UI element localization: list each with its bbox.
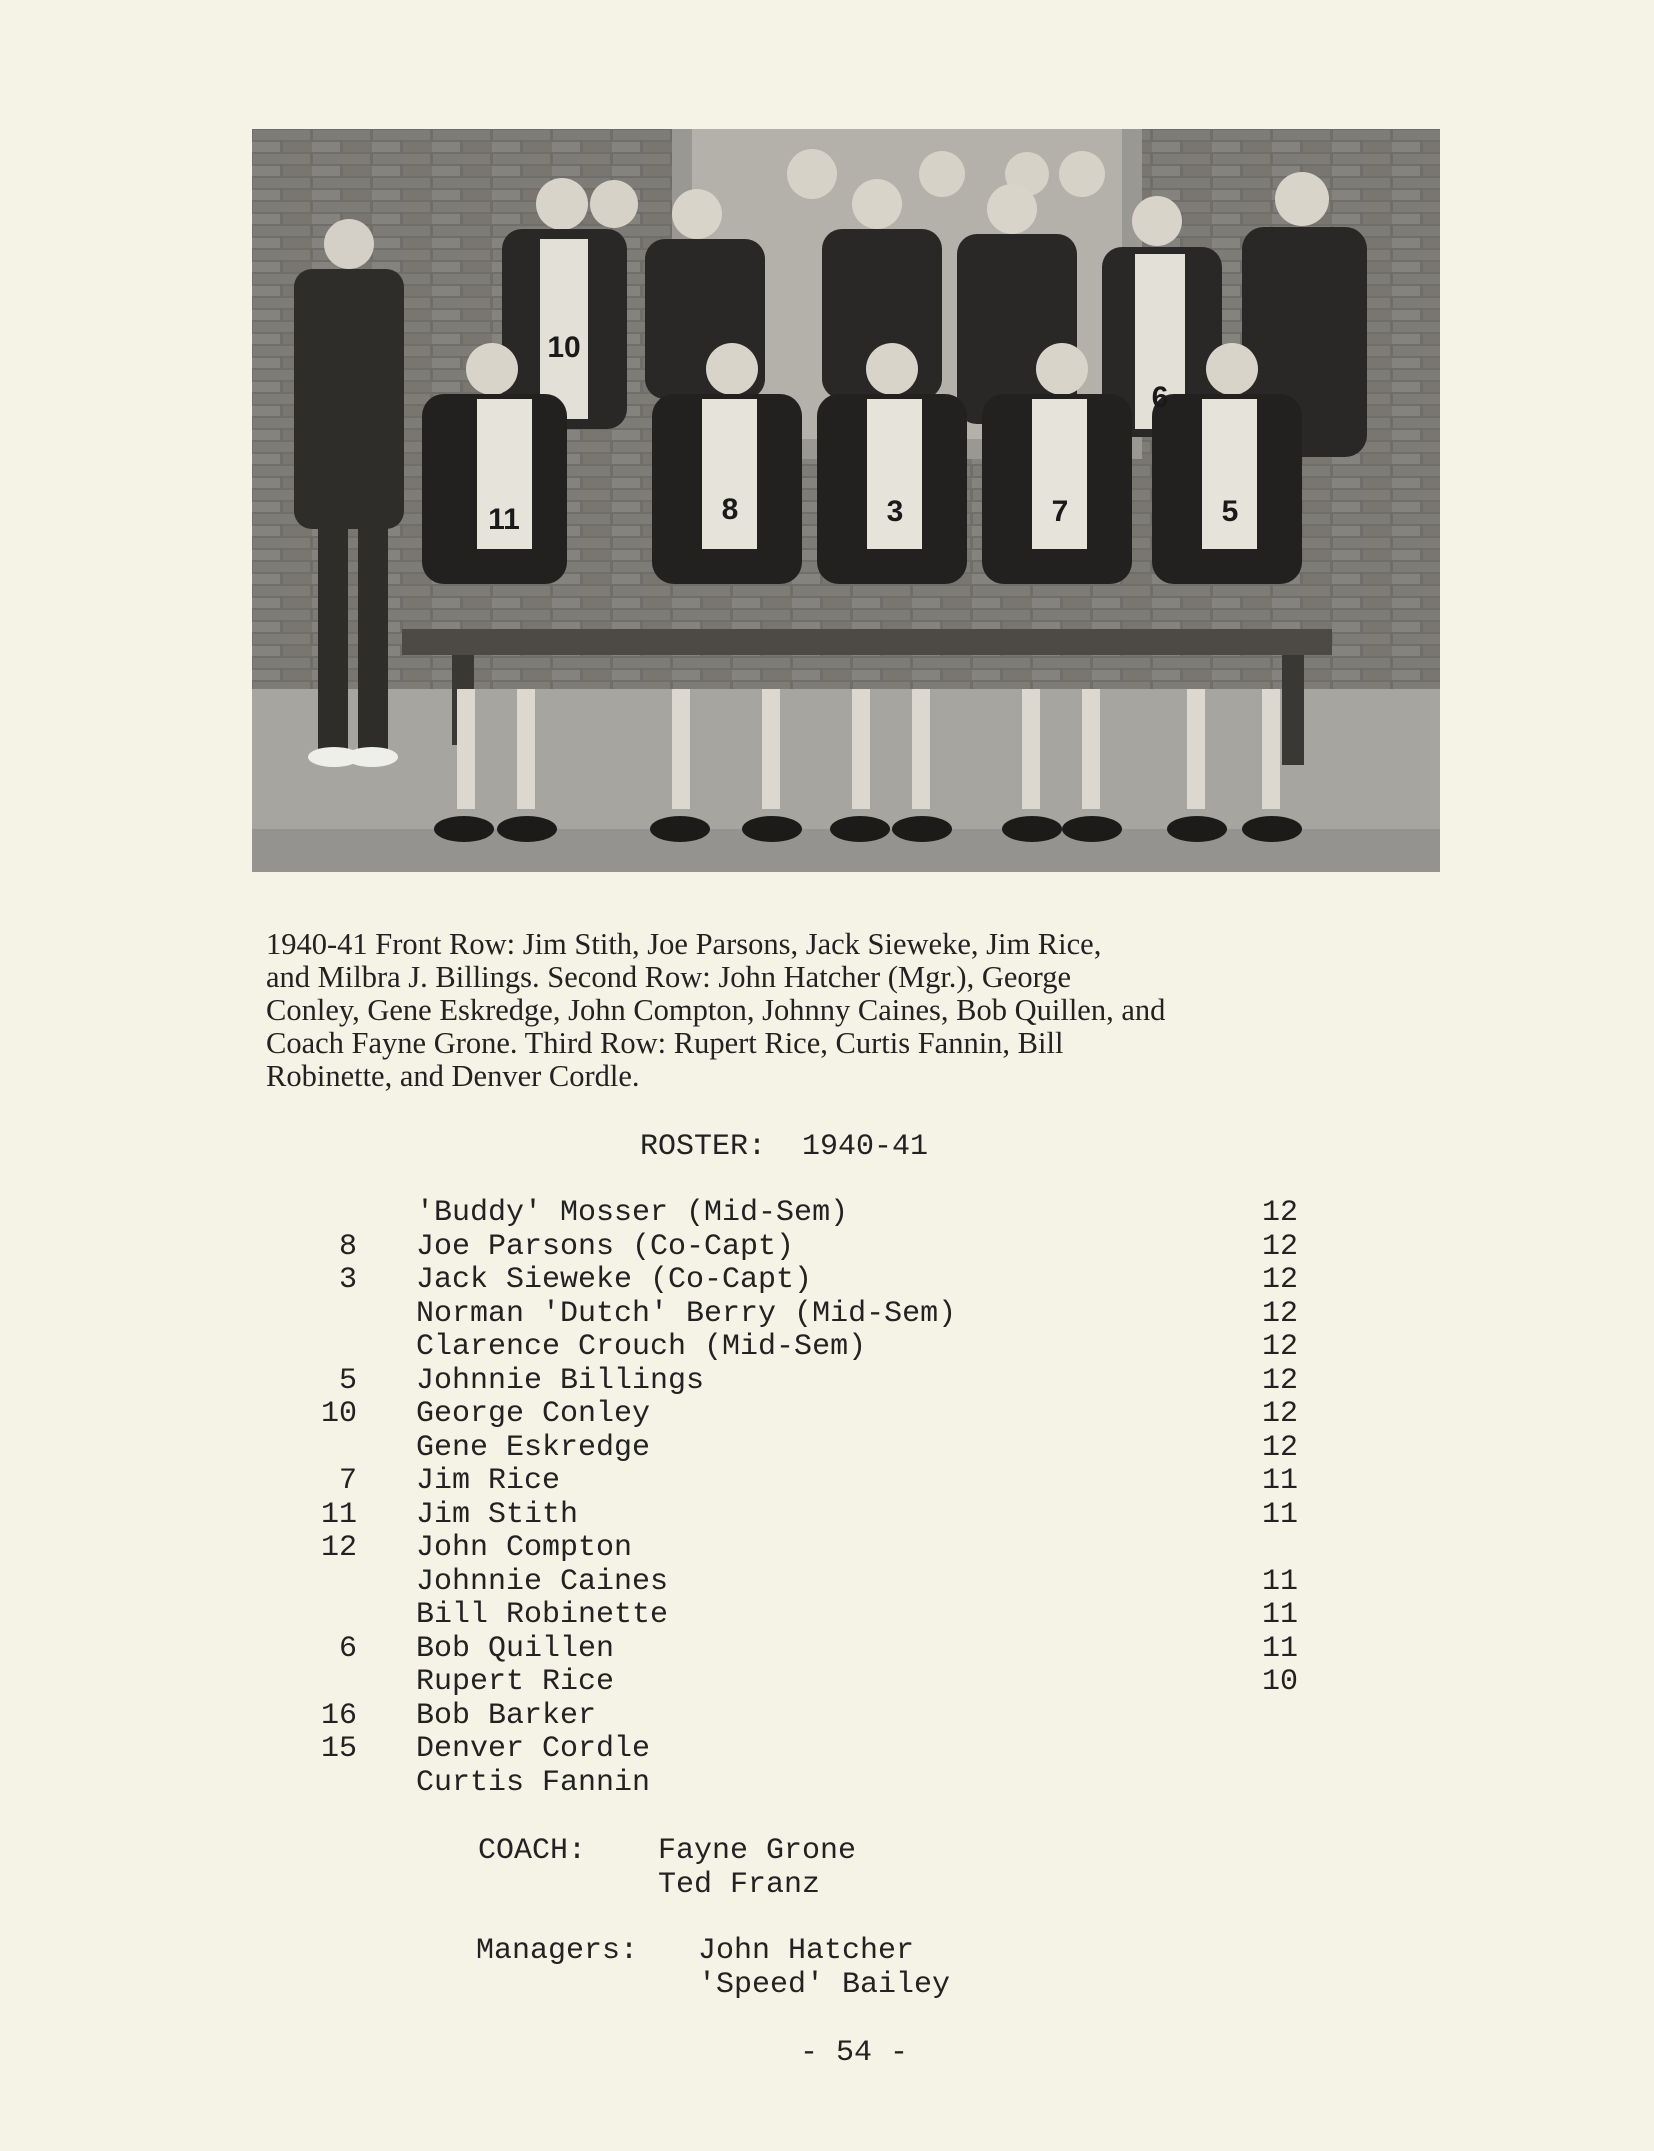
player-grade: 12 [1262,1196,1299,1230]
player-name: Joe Parsons (Co-Capt) [416,1229,795,1264]
roster-row [0,1565,1654,1599]
team-photo-illustration [252,129,1440,872]
player-grade: 10 [1262,1665,1299,1699]
jersey-number: 3 [886,495,904,528]
player-number: 12 [320,1531,357,1565]
player-name: Jim Stith [416,1497,579,1532]
player-name: Gene Eskredge [416,1430,651,1465]
player-grade: 11 [1262,1564,1299,1599]
jersey-number: 10 [547,331,581,364]
roster-list [0,1196,1654,1799]
roster-row [0,1464,1654,1498]
coach-label: COACH: [478,1834,587,1868]
roster-row [0,1397,1654,1431]
jersey-number: 8 [721,493,739,526]
page-number: - 54 - [800,2036,909,2070]
player-grade: 12 [1262,1430,1299,1465]
roster-row [0,1297,1654,1331]
jersey-number: 11 [488,503,520,536]
player-name: Rupert Rice [416,1665,615,1699]
player-number: 15 [320,1732,357,1766]
player-name: Bill Robinette [416,1598,669,1632]
player-grade: 12 [1262,1330,1299,1364]
player-name: John Compton [416,1531,633,1565]
player-grade: 12 [1262,1263,1299,1297]
player-name: Bob Quillen [416,1631,615,1666]
player-name: Johnnie Billings [416,1363,705,1398]
player-name: Norman 'Dutch' Berry (Mid-Sem) [416,1296,957,1331]
player-grade: 11 [1262,1464,1299,1498]
roster-row [0,1364,1654,1398]
coach-name: Ted Franz [658,1868,821,1902]
roster-row [0,1598,1654,1632]
player-grade: 11 [1262,1631,1299,1666]
player-number: 7 [338,1464,357,1498]
player-number: 16 [320,1698,357,1733]
player-grade: 12 [1262,1363,1299,1398]
player-number: 5 [338,1363,357,1398]
player-grade: 11 [1262,1598,1299,1632]
manager-name: John Hatcher [698,1934,915,1968]
player-grade: 11 [1262,1497,1299,1532]
player-name: Bob Barker [416,1698,597,1733]
player-grade: 12 [1262,1296,1299,1331]
player-number: 3 [338,1263,357,1297]
player-name: Jack Sieweke (Co-Capt) [416,1263,813,1297]
player-number: 8 [338,1229,357,1264]
player-number: 6 [338,1631,357,1666]
roster-row [0,1632,1654,1666]
roster-row [0,1330,1654,1364]
jersey-number: 6 [1151,381,1169,414]
player-number: 10 [320,1397,357,1431]
jersey-number: 7 [1051,495,1069,528]
player-grade: 12 [1262,1229,1299,1264]
player-name: Denver Cordle [416,1732,651,1766]
roster-row [0,1196,1654,1230]
player-name: Clarence Crouch (Mid-Sem) [416,1330,867,1364]
manager-name: 'Speed' Bailey [698,1968,951,2002]
managers-label: Managers: [476,1934,639,1968]
roster-row [0,1498,1654,1532]
roster-row [0,1230,1654,1264]
jersey-number: 5 [1221,495,1239,528]
player-name: Johnnie Caines [416,1564,669,1599]
roster-row [0,1431,1654,1465]
roster-row [0,1531,1654,1565]
roster-row [0,1665,1654,1699]
coach-name: Fayne Grone [658,1834,857,1868]
player-name: 'Buddy' Mosser (Mid-Sem) [416,1196,849,1230]
roster-row [0,1732,1654,1766]
roster-title: ROSTER: 1940-41 [640,1130,929,1164]
player-name: Jim Rice [416,1464,561,1498]
photo-caption: 1940-41 Front Row: Jim Stith, Joe Parsons, Jack Sieweke, Jim Rice, and Milbra J. Billings. Second Row: John Hatcher (Mgr.), George Conley, Gene Eskredge, John Compton, Johnny Caines, Bob Quillen, and Coach Fayne Grone. Third Row: Rupert Rice, Curtis Fannin, Bill Robinette, and Denver Cordle. [266,927,1166,1093]
player-number: 11 [320,1497,357,1532]
roster-row [0,1263,1654,1297]
player-grade: 12 [1262,1397,1299,1431]
team-photo [252,129,1440,872]
player-name: Curtis Fannin [416,1765,651,1800]
roster-row [0,1699,1654,1733]
roster-row [0,1766,1654,1800]
player-name: George Conley [416,1397,651,1431]
